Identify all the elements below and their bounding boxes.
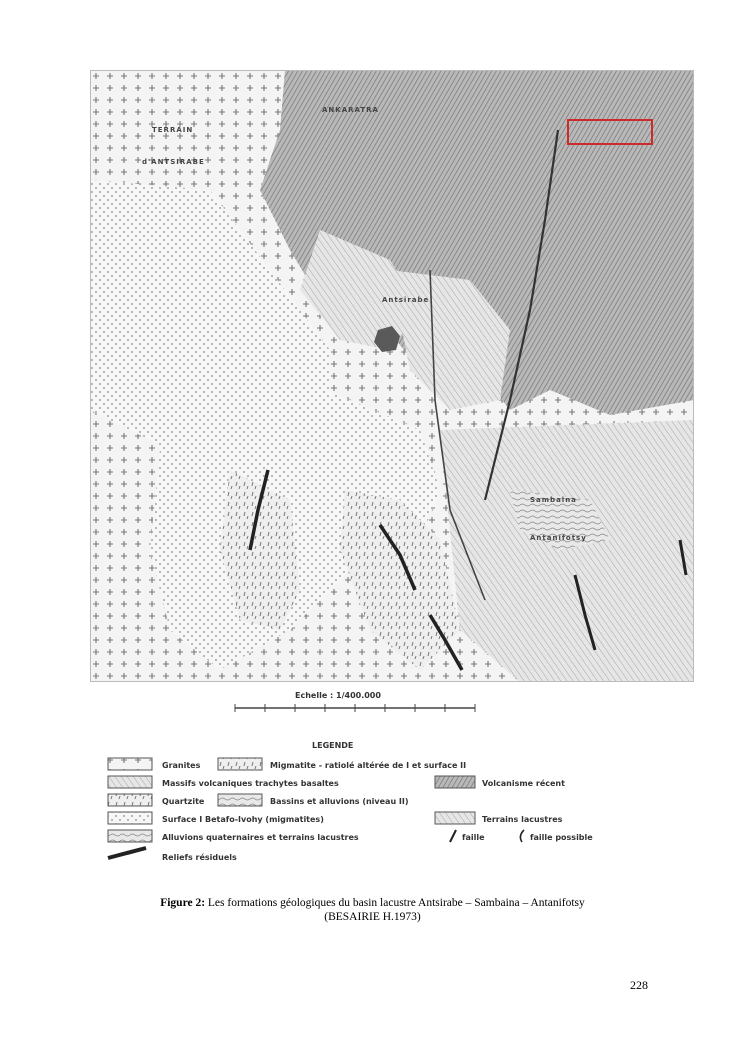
map-place-antanifotsy: Antanifotsy <box>530 534 587 542</box>
legend-item-bassins: Bassins et alluvions (niveau II) <box>270 797 409 806</box>
scale-bar <box>235 704 475 712</box>
caption-label: Figure 2: <box>160 897 206 909</box>
legend-item-migmatite: Migmatite - ratiolé altérée de I et surface II <box>270 761 467 770</box>
legend-item-volcanisme: Volcanisme récent <box>482 779 565 788</box>
map-label-ankaratra: ANKARATRA <box>322 106 379 114</box>
map-label-left-2: d'ANTSIRABE <box>142 158 205 166</box>
legend-title: LEGENDE <box>312 741 354 750</box>
possible-fault-icon <box>520 830 524 842</box>
legend-swatch-migmatite <box>218 758 262 770</box>
figure-caption <box>100 896 645 924</box>
legend-swatch-granites <box>108 758 152 770</box>
legend-item-surface: Surface I Betafo-Ivohy (migmatites) <box>162 815 324 824</box>
legend-item-faille-possible: faille possible <box>530 833 593 842</box>
geological-map-figure <box>90 70 694 885</box>
map-label-left-1: TERRAIN <box>152 126 194 134</box>
legend-swatch-massifs <box>108 776 152 788</box>
legend <box>108 758 593 862</box>
legend-swatch-bassins <box>218 794 262 806</box>
legend-swatch-volcanisme <box>435 776 475 788</box>
map-zone-southeast-hatch <box>440 420 694 682</box>
page-number: 228 <box>630 978 648 992</box>
legend-swatch-alluvions <box>108 830 152 842</box>
legend-swatch-quartzite <box>108 794 152 806</box>
fault-icon <box>450 830 456 842</box>
legend-item-faille: faille <box>462 833 485 842</box>
map-place-sambaina: Sambaina <box>530 496 577 504</box>
legend-item-reliefs: Reliefs résiduels <box>162 853 237 862</box>
legend-item-lacustres: Terrains lacustres <box>482 815 563 824</box>
legend-item-alluvions: Alluvions quaternaires et terrains lacustres <box>162 833 359 842</box>
legend-swatch-surface <box>108 812 152 824</box>
scale-label: Echelle : 1/400.000 <box>295 691 381 700</box>
legend-item-quartzite: Quartzite <box>162 797 205 806</box>
residual-relief-icon <box>108 848 146 858</box>
caption-source: (BESAIRIE H.1973) <box>324 911 421 923</box>
geological-map <box>90 70 694 885</box>
legend-item-massifs: Massifs volcaniques trachytes basaltes <box>162 779 339 788</box>
legend-item-granites: Granites <box>162 761 201 770</box>
legend-swatch-lacustres <box>435 812 475 824</box>
caption-text: Les formations géologiques du basin lacustre Antsirabe – Sambaina – Antanifotsy <box>205 897 585 909</box>
map-place-antsirabe: Antsirabe <box>382 296 430 304</box>
